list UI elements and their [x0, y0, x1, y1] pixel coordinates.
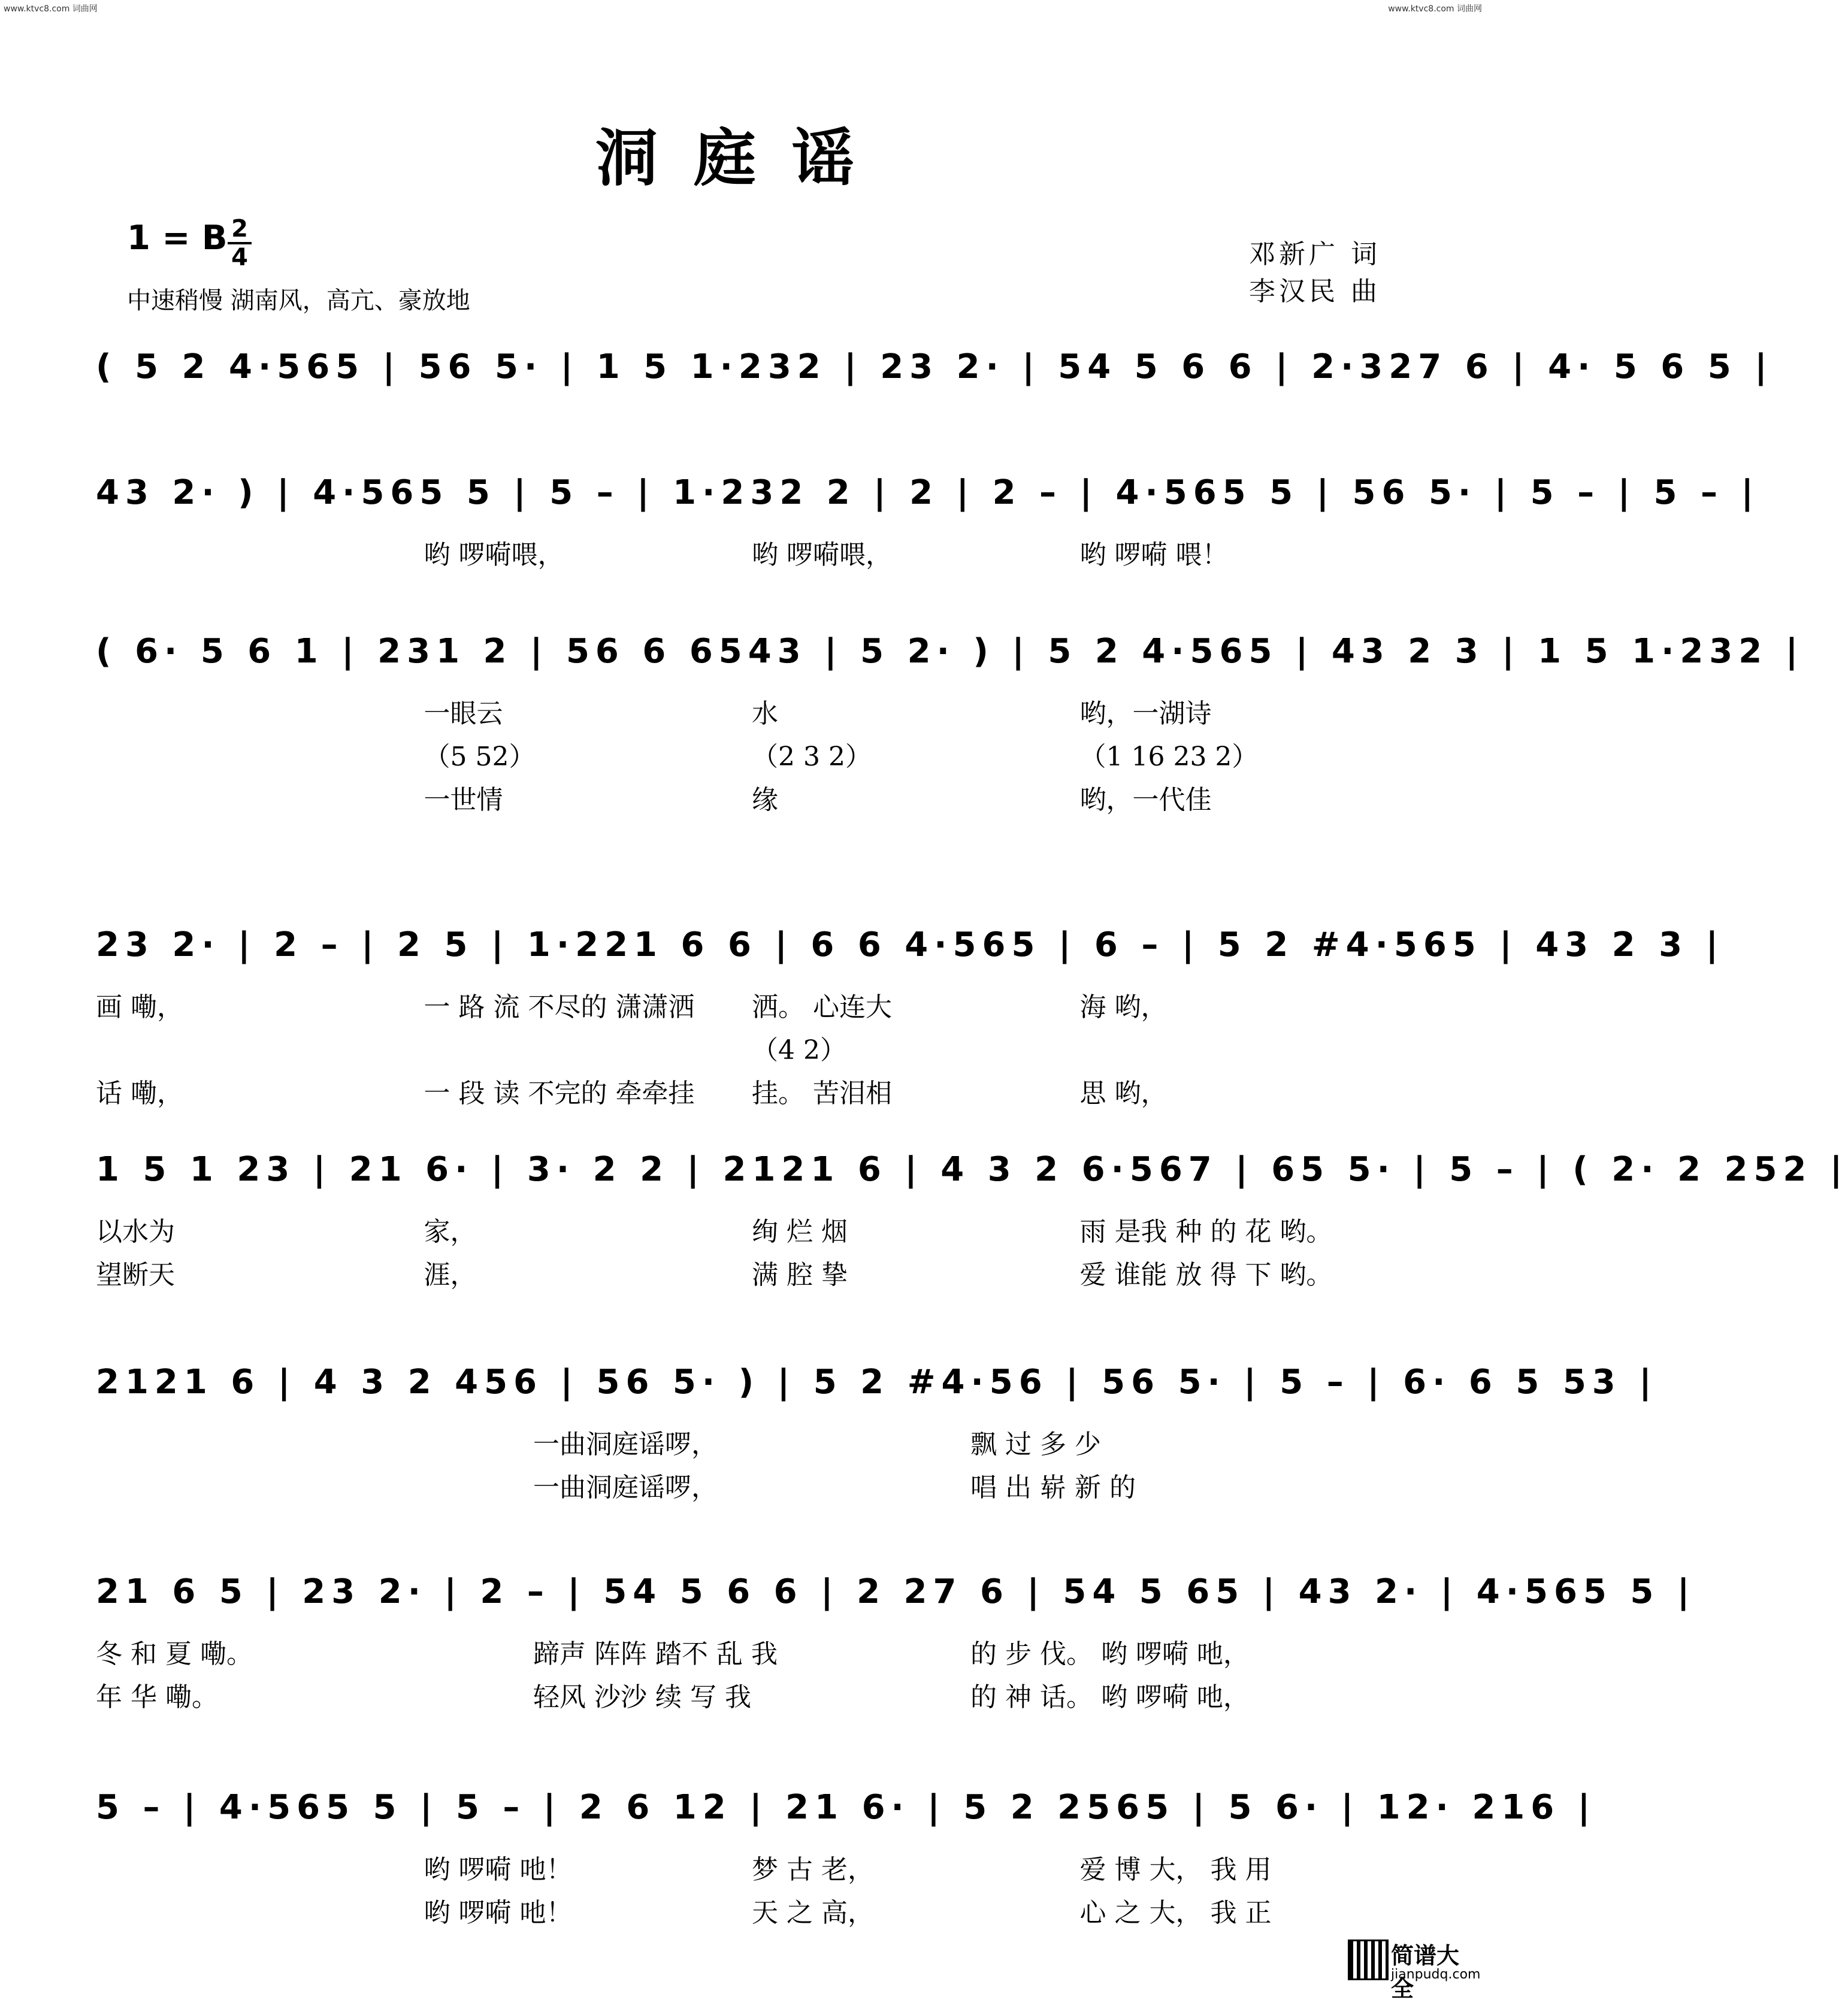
lyric-segment: 天 之 高， [752, 1898, 874, 1928]
lyric-line [96, 1466, 1408, 1504]
lyric-segment: 爱 谁能 放 得 下 哟。 [1079, 1260, 1333, 1290]
lyric-segment: （5 52） [424, 742, 536, 772]
staff-row [96, 1572, 1696, 1712]
lyric-segment: 的 神 话。 哟 啰嗬 吔， [970, 1682, 1250, 1712]
notation-line: 23 2· | 2 – | 2 5 | 1·221 6 6 | 6 6 4·565 | 6 – | 5 2 #4·565 | 43 2 3 | [96, 925, 1725, 964]
lyric-segment: （4 2） [752, 1035, 846, 1066]
lyric-line [96, 1253, 1408, 1291]
tempo-marking: 中速稍慢 湖南风，高亢、豪放地 [127, 287, 470, 314]
lyric-segment: 蹄声 阵阵 踏不 乱 我 [533, 1639, 778, 1669]
lyric-line [96, 735, 1408, 773]
composer-credit: 李汉民 曲 [1249, 276, 1381, 307]
notation-line: 21 6 5 | 23 2· | 2 – | 54 5 6 6 | 2 27 6 | 54 5 65 | 43 2· | 4·565 5 | [96, 1572, 1696, 1611]
lyric-segment: 洒。 心连大 [752, 992, 892, 1022]
piano-keys-icon [1348, 1940, 1389, 1980]
lyric-segment: 一 路 流 不尽的 潇潇洒 [424, 992, 695, 1022]
lyric-segment: 绚 烂 烟 [752, 1217, 848, 1247]
lyric-segment: 年 华 嘞。 [96, 1682, 218, 1712]
lyric-segment: 雨 是我 种 的 花 哟。 [1079, 1217, 1333, 1247]
lyric-segment: 哟，一代佳 [1079, 785, 1212, 815]
key-signature: 1 = B [127, 219, 228, 258]
lyric-segment: 涯， [424, 1260, 477, 1290]
lyric-segment: 哟 啰嗬喂， [424, 540, 564, 570]
lyric-line [96, 1675, 1408, 1714]
lyric-segment: 望断天 [96, 1260, 175, 1290]
lyric-segment: 一曲洞庭谣啰， [533, 1429, 718, 1460]
lyric-line [96, 1072, 1408, 1110]
staff-row [96, 473, 1759, 570]
lyric-segment: 哟 啰嗬 喂！ [1079, 540, 1229, 570]
lyric-segment: （2 3 2） [752, 742, 872, 772]
lyric-segment: 哟 啰嗬 吔！ [424, 1854, 573, 1885]
lyric-segment: 的 步 伐。 哟 啰嗬 吔， [970, 1639, 1250, 1669]
lyric-segment: 以水为 [96, 1217, 175, 1247]
staff-row [96, 1150, 1848, 1290]
lyric-segment: 挂。 苦泪相 [752, 1078, 892, 1109]
lyric-segment: 轻风 沙沙 续 写 我 [533, 1682, 751, 1712]
lyric-segment: 哟，一湖诗 [1079, 698, 1212, 729]
lyric-line [96, 1423, 1408, 1461]
lyric-segment: 哟 啰嗬喂， [752, 540, 892, 570]
staff-row [96, 1788, 1596, 1928]
logo-url: jianpudq.com [1391, 1967, 1481, 1982]
notation-line: ( 5 2 4·565 | 56 5· | 1 5 1·232 | 23 2· | 54 5 6 6 | 2·327 6 | 4· 5 6 5 | [96, 347, 1773, 386]
lyric-segment: 家， [424, 1217, 477, 1247]
time-bottom: 4 [231, 244, 248, 271]
time-signature [228, 217, 252, 270]
lyric-segment: （1 16 23 2） [1079, 742, 1259, 772]
lyric-line [96, 692, 1408, 730]
staff-row [96, 1363, 1658, 1503]
lyric-segment: 水 [752, 698, 778, 729]
lyric-segment: 话 嘞， [96, 1078, 183, 1109]
lyric-line [96, 1028, 1408, 1067]
logo-text: 简谱大全 [1391, 1943, 1460, 2002]
lyric-segment: 海 哟， [1079, 992, 1168, 1022]
staff-row [96, 632, 1804, 815]
notation-line: ( 6· 5 6 1 | 231 2 | 56 6 6543 | 5 2· ) | 5 2 4·565 | 43 2 3 | 1 5 1·232 | [96, 632, 1804, 671]
lyric-segment: 一 段 读 不完的 牵牵挂 [424, 1078, 695, 1109]
site-watermark-left: www.ktvc8.com 词曲网 [4, 4, 98, 14]
lyric-line [96, 1848, 1408, 1886]
lyric-segment: 哟 啰嗬 吔！ [424, 1898, 573, 1928]
lyric-segment: 心 之 大， 我 正 [1079, 1898, 1272, 1928]
time-top: 2 [231, 215, 248, 243]
lyric-line [96, 533, 1408, 571]
lyric-segment: 满 腔 挚 [752, 1260, 848, 1290]
lyric-line [96, 778, 1408, 816]
lyric-segment: 一曲洞庭谣啰， [533, 1472, 718, 1503]
lyric-segment: 一世情 [424, 785, 503, 815]
lyric-segment: 一眼云 [424, 698, 503, 729]
lyric-line [96, 1891, 1408, 1929]
lyricist-credit: 邓新广 词 [1249, 239, 1381, 270]
site-logo [1348, 1935, 1481, 2002]
lyric-segment: 冬 和 夏 嘞。 [96, 1639, 253, 1669]
lyric-segment: 梦 古 老， [752, 1854, 874, 1885]
site-watermark-right: www.ktvc8.com 词曲网 [1388, 4, 1482, 14]
notation-line: 43 2· ) | 4·565 5 | 5 – | 1·232 2 | 2 | 2 – | 4·565 5 | 56 5· | 5 – | 5 – | [96, 473, 1759, 512]
lyric-segment: 飘 过 多 少 [970, 1429, 1101, 1460]
lyric-line [96, 1210, 1408, 1248]
staff-row [96, 347, 1773, 407]
lyric-segment: 思 哟， [1079, 1078, 1168, 1109]
notation-line: 2121 6 | 4 3 2 456 | 56 5· ) | 5 2 #4·56 | 56 5· | 5 – | 6· 6 5 53 | [96, 1363, 1658, 1402]
lyric-line [96, 1632, 1408, 1671]
lyric-segment: 缘 [752, 785, 778, 815]
song-title: 洞庭谣 [595, 121, 890, 195]
lyric-segment: 爱 博 大， 我 用 [1079, 1854, 1272, 1885]
lyric-segment: 画 嘞， [96, 992, 183, 1022]
notation-line: 5 – | 4·565 5 | 5 – | 2 6 12 | 21 6· | 5 2 2565 | 5 6· | 12· 216 | [96, 1788, 1596, 1827]
notation-line: 1 5 1 23 | 21 6· | 3· 2 2 | 2121 6 | 4 3 2 6·567 | 65 5· | 5 – | ( 2· 2 252 | [96, 1150, 1848, 1189]
lyric-line [96, 985, 1408, 1024]
lyric-segment: 唱 出 崭 新 的 [970, 1472, 1136, 1503]
staff-row [96, 925, 1725, 1109]
